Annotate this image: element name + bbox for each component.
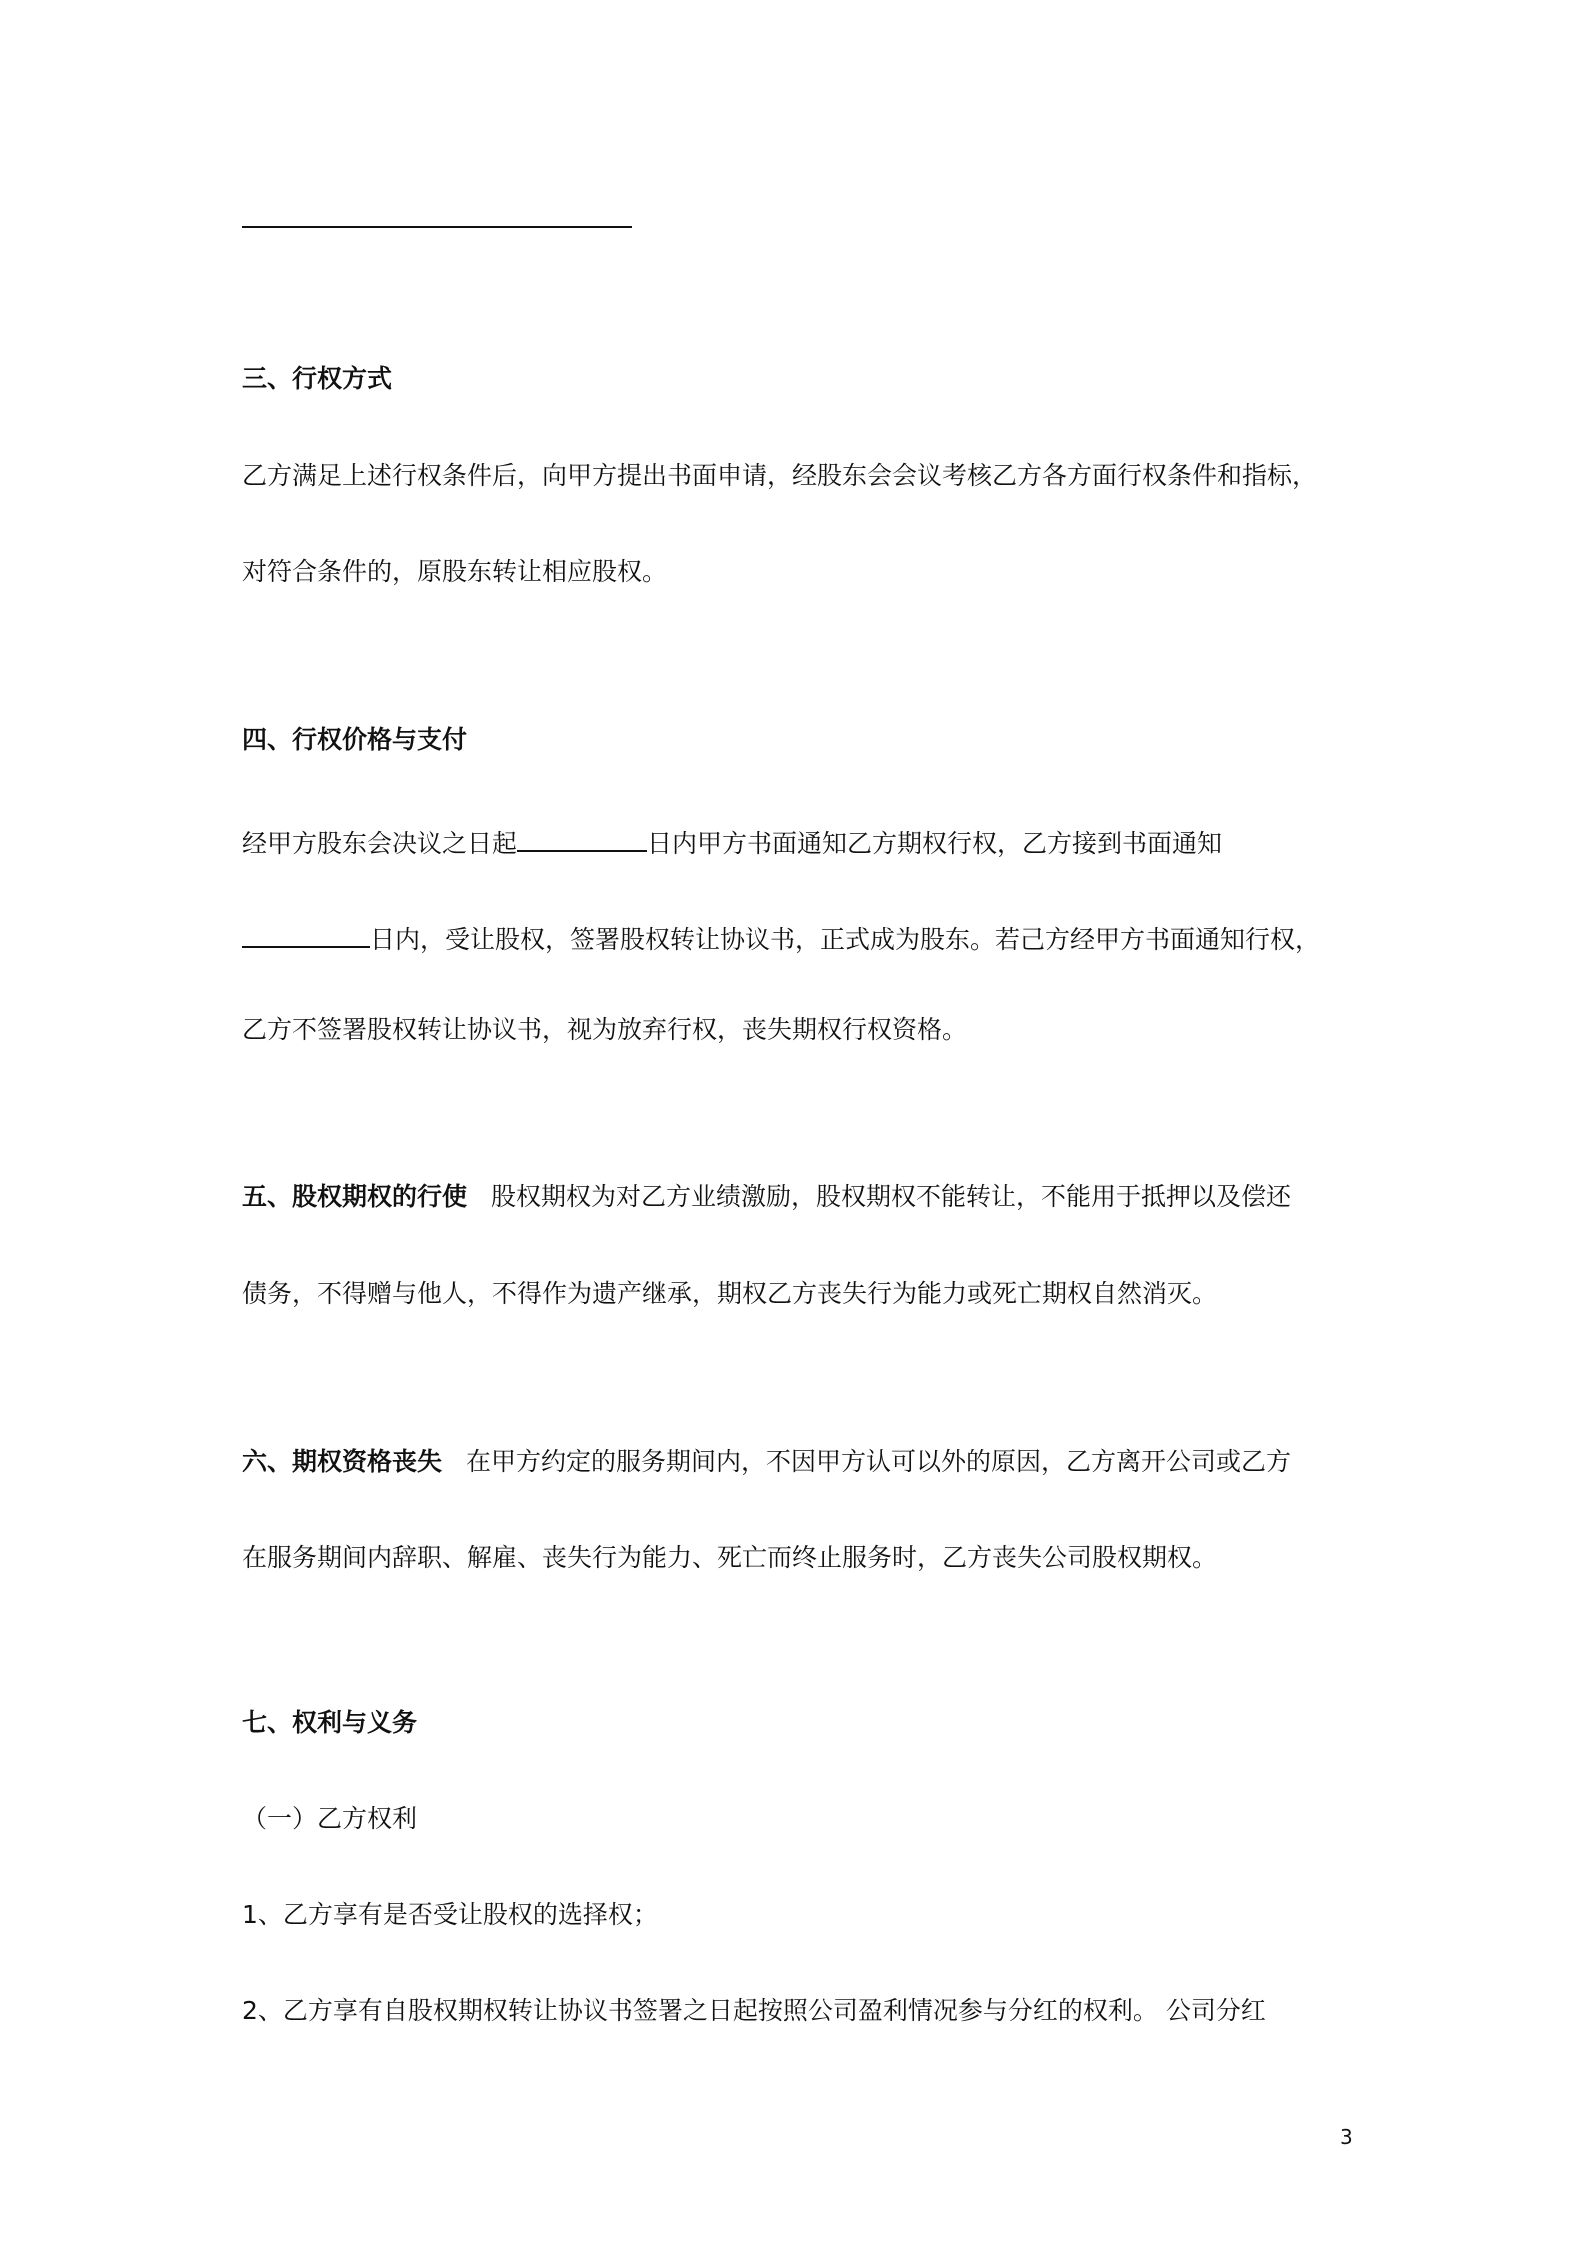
section-4-paragraph-line-2 bbox=[242, 920, 1320, 957]
section-4-paragraph-line-1 bbox=[242, 824, 1222, 861]
section-6-paragraph-line-2: 在服务期间内辞职、解雇、丧失行为能力、死亡而终止服务时，乙方丧失公司股权期权。 bbox=[242, 1543, 1218, 1572]
section-6-paragraph-line-1 bbox=[242, 1445, 1291, 1479]
section-4-line-1-text-b: 日内甲方书面通知乙方期权行权，乙方接到书面通知 bbox=[647, 829, 1223, 858]
page-number: 3 bbox=[1340, 2125, 1353, 2149]
section-4-line-2-text: 日内，受让股权，签署股权转让协议书，正式成为股东。若己方经甲方书面通知行权， bbox=[370, 925, 1321, 954]
section-5-paragraph-line-2: 债务，不得赠与他人，不得作为遗产继承，期权乙方丧失行为能力或死亡期权自然消灭。 bbox=[242, 1279, 1218, 1308]
days-blank-field-2 bbox=[242, 920, 370, 948]
section-3-paragraph-line-2: 对符合条件的，原股东转让相应股权。 bbox=[242, 557, 668, 586]
days-blank-field-1 bbox=[517, 824, 647, 852]
section-6-line-1-text: 在甲方约定的服务期间内，不因甲方认可以外的原因，乙方离开公司或乙方 bbox=[466, 1447, 1292, 1476]
section-5-line-1-text: 股权期权为对乙方业绩激励，股权期权不能转让，不能用于抵押以及偿还 bbox=[491, 1182, 1292, 1211]
section-4-paragraph-line-3: 乙方不签署股权转让协议书，视为放弃行权，丧失期权行权资格。 bbox=[242, 1015, 968, 1044]
section-7-subheading-1: （一）乙方权利 bbox=[242, 1804, 418, 1833]
section-3-paragraph-line-1: 乙方满足上述行权条件后，向甲方提出书面申请，经股东会会议考核乙方各方面行权条件和指标， bbox=[242, 461, 1318, 490]
section-4-line-1-text-a: 经甲方股东会决议之日起 bbox=[242, 829, 518, 858]
section-7-heading: 七、权利与义务 bbox=[242, 1708, 418, 1737]
section-5-paragraph-line-1 bbox=[242, 1180, 1291, 1214]
signature-blank-line bbox=[242, 226, 632, 228]
section-3-heading: 三、行权方式 bbox=[242, 364, 393, 393]
section-7-item-1: 1、乙方享有是否受让股权的选择权； bbox=[242, 1900, 658, 1929]
section-4-heading: 四、行权价格与支付 bbox=[242, 725, 468, 754]
section-5-heading: 五、股权期权的行使 bbox=[242, 1182, 468, 1211]
section-7-item-2: 2、乙方享有自股权期权转让协议书签署之日起按照公司盈利情况参与分红的权利。 公司分红 bbox=[242, 1996, 1266, 2025]
section-6-heading: 六、期权资格丧失 bbox=[242, 1447, 443, 1476]
